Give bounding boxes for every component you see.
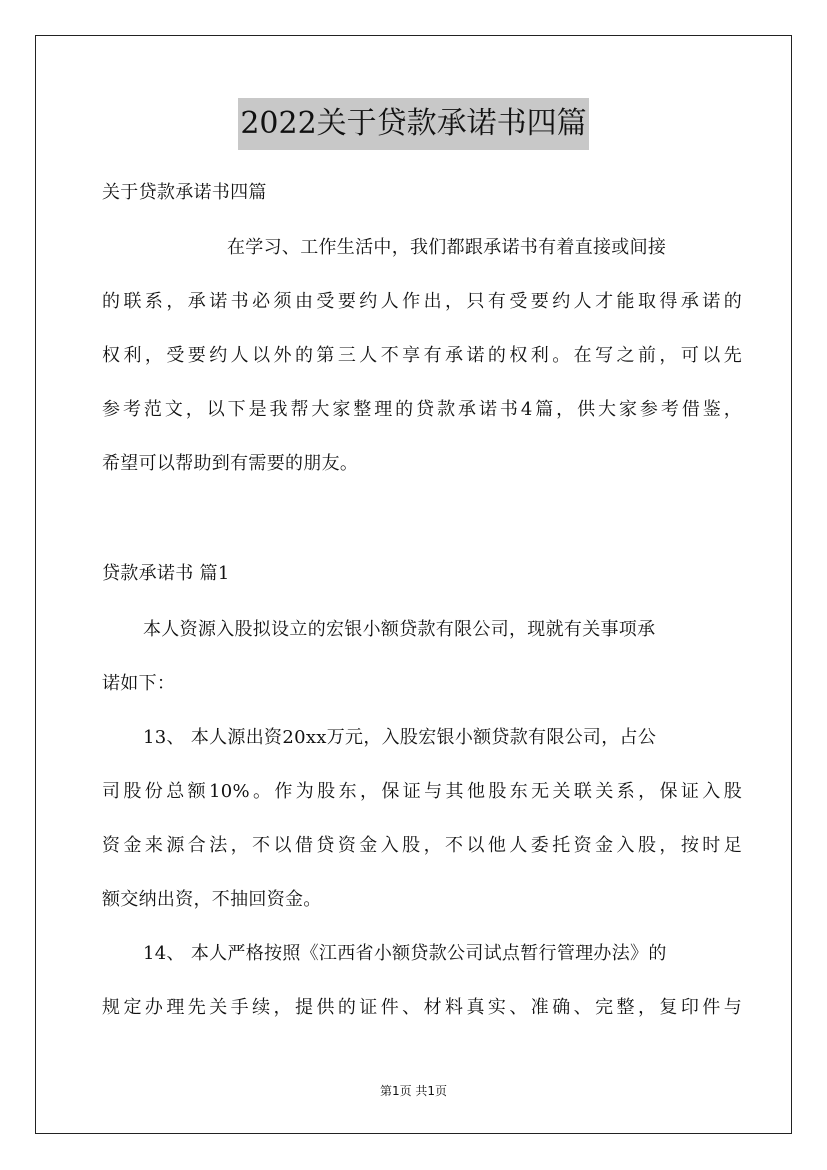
item-13-line: 额交纳出资，不抽回资金。 [102, 889, 322, 910]
intro-line: 在学习、工作生活中，我们都跟承诺书有着直接或间接 [227, 237, 667, 258]
section-intro-line: 本人资源入股拟设立的宏银小额贷款有限公司，现就有关事项承 [143, 619, 656, 640]
section-heading: 贷款承诺书 篇1 [102, 563, 230, 584]
page-footer: 第1页 共1页 [379, 1084, 448, 1098]
item-13-line: 13、 本人源出资20xx万元，入股宏银小额贷款有限公司，占公 [143, 727, 657, 748]
item-14-line: 14、 本人严格按照《江西省小额贷款公司试点暂行管理办法》的 [143, 943, 667, 964]
document-subtitle: 关于贷款承诺书四篇 [102, 182, 267, 203]
document-title: 2022关于贷款承诺书四篇 [238, 98, 588, 150]
item-14-line: 规定办理先关手续，提供的证件、材料真实、准确、完整，复印件与 [102, 997, 742, 1018]
intro-line: 权利，受要约人以外的第三人不享有承诺的权利。在写之前，可以先 [102, 345, 742, 366]
item-13-line: 司股份总额10%。作为股东，保证与其他股东无关联关系，保证入股 [102, 781, 742, 802]
intro-line: 希望可以帮助到有需要的朋友。 [102, 453, 359, 474]
section-intro-line: 诺如下： [102, 673, 176, 694]
title-container [0, 98, 827, 150]
item-13-line: 资金来源合法，不以借贷资金入股，不以他人委托资金入股，按时足 [102, 835, 742, 856]
intro-line: 的联系，承诺书必须由受要约人作出，只有受要约人才能取得承诺的 [102, 291, 742, 312]
intro-line: 参考范文，以下是我帮大家整理的贷款承诺书4篇，供大家参考借鉴， [102, 399, 742, 420]
